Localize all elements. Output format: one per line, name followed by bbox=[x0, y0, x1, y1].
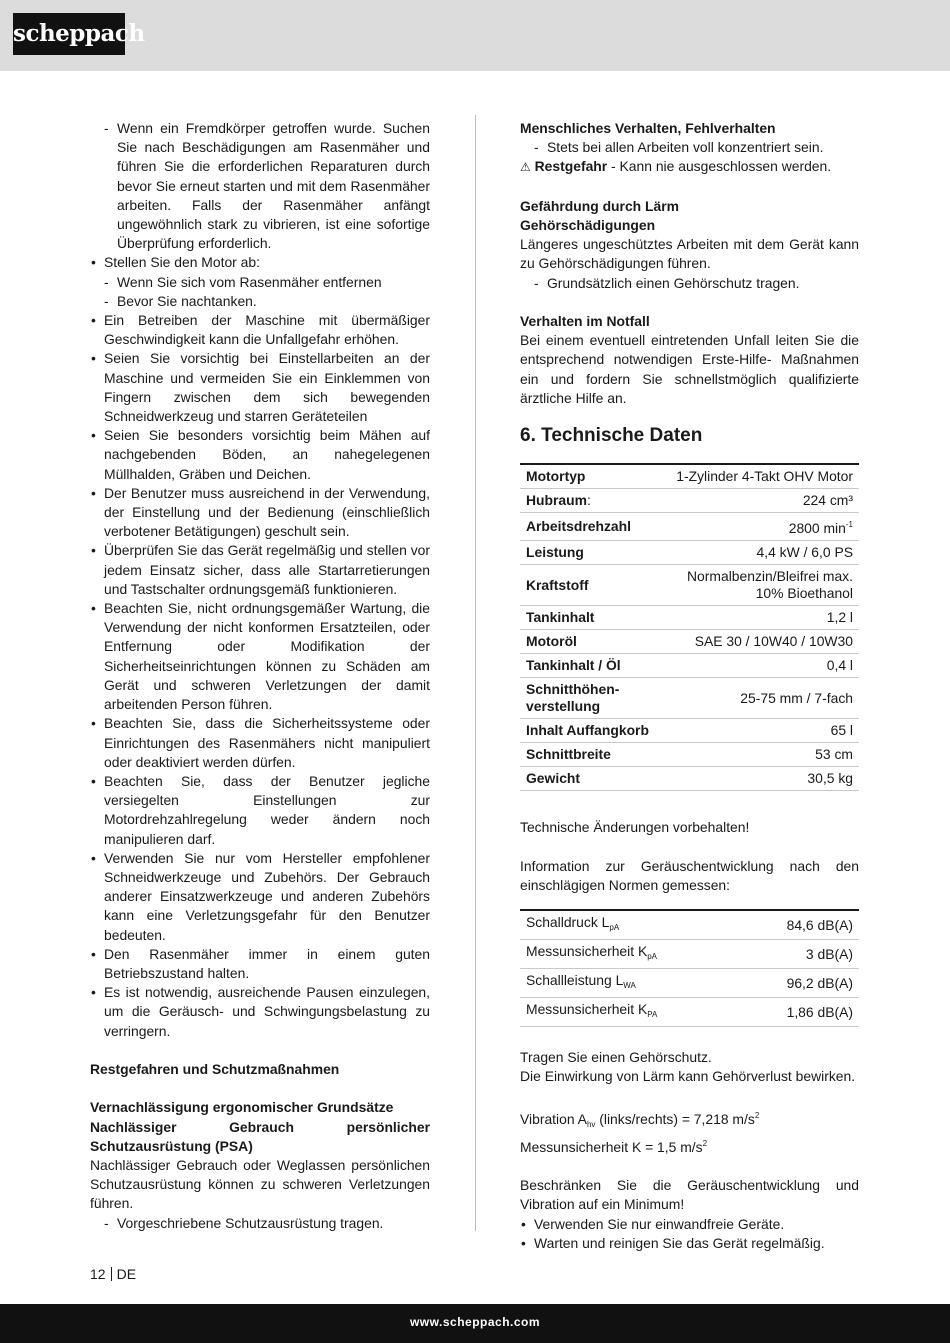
table-row bbox=[520, 489, 859, 513]
table-key bbox=[520, 910, 739, 940]
table-key-sub: pA bbox=[647, 952, 658, 961]
heading-verhalten: Menschliches Verhalten, Fehlverhalten bbox=[520, 120, 776, 136]
table-value: 3 dB(A) bbox=[739, 940, 859, 969]
table-key-text: Hubraum bbox=[526, 492, 587, 509]
table-value: 0,4 l bbox=[662, 654, 859, 678]
paragraph-notfall: Bei einem eventuell eintretenden Unfall leiten Sie die entsprechend notwendigen Erste-Hilfe- Maßnahmen ein und fordern Sie schnellstmöglich qualifizierte ärztliche Hilfe an. bbox=[520, 332, 859, 406]
list-item-bullet: • Den Rasenmäher immer in einem guten Betriebszustand halten. bbox=[90, 945, 430, 983]
heading-ergonomie: Vernachlässigung ergonomischer Grundsätze bbox=[90, 1099, 394, 1116]
table-row bbox=[520, 969, 859, 998]
table-key-line: Schnitthöhen- bbox=[526, 681, 620, 698]
left-column bbox=[90, 119, 430, 1233]
table-key: Motortyp bbox=[520, 464, 662, 489]
vibration-sub: hv bbox=[586, 1119, 596, 1129]
table-key-sub: pA bbox=[609, 923, 620, 932]
table-key bbox=[520, 969, 739, 998]
table-value-line: 10% Bioethanol bbox=[755, 585, 853, 602]
page-number-separator bbox=[111, 1267, 112, 1281]
table-row bbox=[520, 940, 859, 969]
heading-laerm: Gefährdung durch Lärm bbox=[520, 197, 679, 214]
table-value: 4,4 kW / 6,0 PS bbox=[662, 541, 859, 565]
table-key: Leistung bbox=[520, 541, 662, 565]
table-value: 53 cm bbox=[662, 743, 859, 767]
restgefahr-label: Restgefahr bbox=[534, 158, 608, 175]
page-number bbox=[90, 1264, 136, 1284]
vibration-uncertainty-sup: 2 bbox=[702, 1138, 708, 1148]
vibration-label: Vibration A bbox=[520, 1110, 587, 1127]
table-value: 25-75 mm / 7-fach bbox=[662, 678, 859, 719]
heading-psa: Nachlässiger Gebrauch persönlicher Schutzausrüstung (PSA) bbox=[90, 1118, 430, 1154]
table-key bbox=[520, 940, 739, 969]
table-value: 65 l bbox=[662, 719, 859, 743]
list-item-bullet: • Seien Sie besonders vorsichtig beim Mähen auf nachgebenden Böden, an nahegelegenen Müllhalden, Gräben und Deichen. bbox=[90, 426, 430, 484]
list-item-bullet: • Beachten Sie, nicht ordnungsgemäßer Wartung, die Verwendung der nicht konformen Ersatzteilen, oder Entfernung oder Modifikation der Sicherheitseinrichtungen können zu Schäden am Gerät und schweren Verletzungen der damit arbeitenden Person führen. bbox=[90, 599, 430, 714]
list-item-bullet: • Beachten Sie, dass der Benutzer jegliche versiegelten Einstellungen zur Motordrehzahlregelung weder ändern noch manipulieren darf. bbox=[90, 772, 430, 849]
table-key-suffix: : bbox=[586, 492, 591, 509]
table-row bbox=[520, 630, 859, 654]
page-number-value: 12 bbox=[90, 1266, 106, 1282]
table-key: Schnittbreite bbox=[520, 743, 662, 767]
list-item-bullet: • Überprüfen Sie das Gerät regelmäßig und stellen vor jedem Einsatz sicher, dass alle Startarretierungen und Tastschalter ordnungsgemäß funktionieren. bbox=[90, 541, 430, 599]
right-column bbox=[520, 119, 859, 1253]
table-key: Tankinhalt / Öl bbox=[520, 654, 662, 678]
table-value: 224 cm³ bbox=[662, 489, 859, 513]
hearing-loss-note: Die Einwirkung von Lärm kann Gehörverlust bewirken. bbox=[520, 1068, 856, 1085]
restgefahr-line bbox=[520, 157, 859, 177]
noise-table bbox=[520, 909, 859, 1027]
table-value: 1,86 dB(A) bbox=[739, 998, 859, 1027]
table-key-text: Schalldruck L bbox=[526, 914, 610, 930]
column-divider bbox=[475, 115, 476, 1231]
table-value bbox=[662, 513, 859, 541]
table-key-line: verstellung bbox=[526, 698, 601, 715]
list-item-bullet: • Stellen Sie den Motor ab: bbox=[90, 253, 430, 272]
table-row bbox=[520, 678, 859, 719]
table-key: Tankinhalt bbox=[520, 606, 662, 630]
table-value: SAE 30 / 10W40 / 10W30 bbox=[662, 630, 859, 654]
list-item-bullet: • Seien Sie vorsichtig bei Einstellarbeiten an der Maschine und vermeiden Sie ein Einklemmen von Fingern zwischen dem sich bewegenden Schneidwerkzeug und starren Geräteteilen bbox=[90, 349, 430, 426]
table-row bbox=[520, 910, 859, 940]
table-value: 1,2 l bbox=[662, 606, 859, 630]
list-item-bullet: • Ein Betreiben der Maschine mit übermäßiger Geschwindigkeit kann die Unfallgefahr erhöhen. bbox=[90, 311, 430, 349]
table-key: Inhalt Auffangkorb bbox=[520, 719, 662, 743]
list-item-bullet: • Der Benutzer muss ausreichend in der Verwendung, der Einstellung und der Bedienung (einschließlich verbotener Betätigungen) geschult sein. bbox=[90, 484, 430, 542]
table-key-text: Messunsicherheit K bbox=[526, 943, 648, 959]
table-row bbox=[520, 719, 859, 743]
table-value: 30,5 kg bbox=[662, 767, 859, 791]
table-key: Gewicht bbox=[520, 767, 662, 791]
table-value: 1-Zylinder 4-Takt OHV Motor bbox=[662, 464, 859, 489]
list-item-dash: - Vorgeschriebene Schutzausrüstung tragen. bbox=[90, 1214, 430, 1233]
scheppach-logo: scheppach bbox=[13, 13, 125, 55]
vibration-sup: 2 bbox=[754, 1110, 760, 1120]
vibration-line bbox=[520, 1106, 859, 1134]
list-item-dash: - Grundsätzlich einen Gehörschutz tragen. bbox=[520, 274, 859, 293]
table-row bbox=[520, 767, 859, 791]
table-value-text: 2800 min bbox=[788, 520, 846, 537]
table-key-sub: WA bbox=[623, 981, 636, 990]
table-key-text: Messunsicherheit K bbox=[526, 1001, 648, 1017]
language-code: DE bbox=[116, 1266, 137, 1282]
heading-restgefahren: Restgefahren und Schutzmaßnahmen bbox=[90, 1060, 340, 1077]
vibration-uncertainty bbox=[520, 1134, 859, 1157]
table-row bbox=[520, 541, 859, 565]
table-row bbox=[520, 513, 859, 541]
footer-bar bbox=[0, 1304, 950, 1343]
vibration-value: (links/rechts) = 7,218 m/s bbox=[595, 1110, 755, 1127]
table-key-text: Schallleistung L bbox=[526, 972, 624, 988]
table-key bbox=[520, 489, 662, 513]
paragraph-psa: Nachlässiger Gebrauch oder Weglassen persönlichen Schutzausrüstung können zu schweren Verletzungen führen. bbox=[90, 1156, 430, 1212]
table-key: Kraftstoff bbox=[520, 565, 662, 606]
table-key: Arbeitsdrehzahl bbox=[520, 513, 662, 541]
table-row bbox=[520, 464, 859, 489]
list-item-dash: - Bevor Sie nachtanken. bbox=[90, 292, 430, 311]
table-value: 84,6 dB(A) bbox=[739, 910, 859, 940]
limit-note: Beschränken Sie die Geräuschentwicklung und Vibration auf ein Minimum! bbox=[520, 1177, 859, 1213]
table-value-line: Normalbenzin/Bleifrei max. bbox=[687, 568, 853, 585]
table-key bbox=[520, 678, 662, 719]
list-item-dash: - Wenn ein Fremdkörper getroffen wurde. Suchen Sie nach Beschädigungen am Rasenmäher und führen Sie die erforderlichen Reparaturen durch bevor Sie erneut starten und mit dem Rasenmäher arbeiten. Falls der Rasenmäher anfängt ungewöhnlich stark zu vibrieren, ist eine sofortige Überprüfung erforderlich. bbox=[90, 119, 430, 253]
table-row bbox=[520, 743, 859, 767]
heading-gehoer: Gehörschädigungen bbox=[520, 217, 656, 233]
changes-note: Technische Änderungen vorbehalten! bbox=[520, 819, 750, 836]
noise-info: Information zur Geräuschentwicklung nach den einschlägigen Normen gemessen: bbox=[520, 857, 859, 893]
table-row bbox=[520, 606, 859, 630]
list-item-bullet: • Verwenden Sie nur einwandfreie Geräte. bbox=[520, 1215, 859, 1234]
table-row bbox=[520, 998, 859, 1027]
table-row bbox=[520, 654, 859, 678]
list-item-bullet: • Verwenden Sie nur vom Hersteller empfohlener Schneidwerkzeuge und Zubehörs. Der Gebrauch anderer Einsatzwerkzeuge und anderen Zubehörs kann eine Verletzungsgefahr für den Benutzer bedeuten. bbox=[90, 849, 430, 945]
table-value-sup: -1 bbox=[845, 520, 853, 530]
tech-data-table bbox=[520, 463, 859, 791]
header-bar bbox=[0, 0, 950, 71]
restgefahr-text: - Kann nie ausgeschlossen werden. bbox=[607, 158, 832, 175]
list-item-bullet: • Beachten Sie, dass die Sicherheitssysteme oder Einrichtungen des Rasenmähers nicht manipuliert oder deaktiviert werden dürfen. bbox=[90, 714, 430, 772]
paragraph-gehoer: Längeres ungeschütztes Arbeiten mit dem Gerät kann zu Gehörschädigungen führen. bbox=[520, 236, 859, 272]
table-key bbox=[520, 998, 739, 1027]
warning-icon: ⚠ bbox=[520, 160, 531, 175]
section-title: 6. Technische Daten bbox=[520, 425, 703, 447]
table-value bbox=[662, 565, 859, 606]
list-item-bullet: • Es ist notwendig, ausreichende Pausen einzulegen, um die Geräusch- und Schwingungsbelastung zu verringern. bbox=[90, 983, 430, 1041]
table-key-sub: PA bbox=[647, 1010, 658, 1019]
list-item-bullet: • Warten und reinigen Sie das Gerät regelmäßig. bbox=[520, 1234, 859, 1253]
table-value: 96,2 dB(A) bbox=[739, 969, 859, 998]
footer-url: www.scheppach.com bbox=[409, 1315, 541, 1329]
ear-protection-note: Tragen Sie einen Gehörschutz. bbox=[520, 1049, 712, 1065]
table-key: Motoröl bbox=[520, 630, 662, 654]
vibration-uncertainty-text: Messunsicherheit K = 1,5 m/s bbox=[520, 1138, 703, 1155]
list-item-dash: - Stets bei allen Arbeiten voll konzentriert sein. bbox=[520, 138, 859, 157]
heading-notfall: Verhalten im Notfall bbox=[520, 313, 650, 329]
list-item-dash: - Wenn Sie sich vom Rasenmäher entfernen bbox=[90, 273, 430, 292]
table-row bbox=[520, 565, 859, 606]
